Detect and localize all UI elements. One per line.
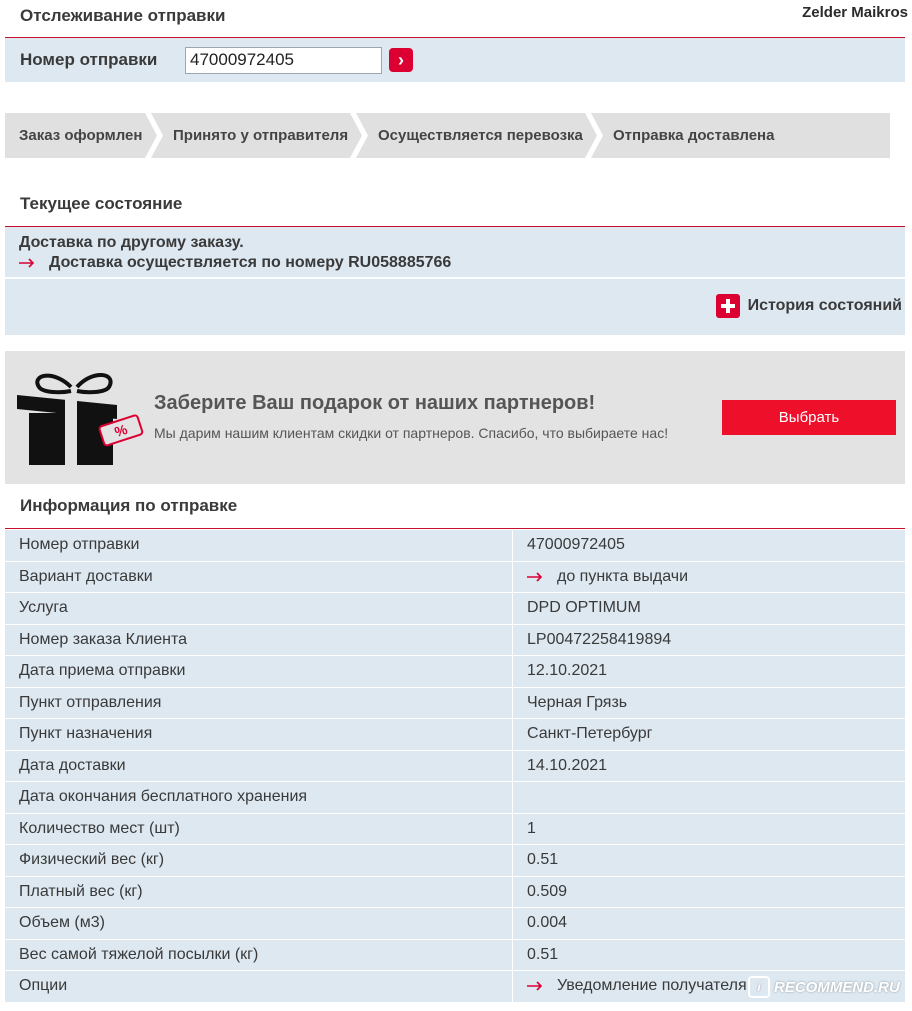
table-cell-value xyxy=(513,688,905,719)
arrow-right-icon xyxy=(527,572,543,582)
table-cell-value-text: 0.51 xyxy=(527,945,559,963)
history-label: История состояний xyxy=(747,297,902,314)
table-cell-key: Вариант доставки xyxy=(5,562,513,593)
status-line-primary: Доставка по другому заказу. xyxy=(19,234,244,251)
arrow-right-icon xyxy=(527,981,543,991)
status-line-secondary xyxy=(19,254,451,272)
table-cell-value xyxy=(513,530,905,561)
table-cell-value-text: DPD OPTIMUM xyxy=(527,599,641,617)
table-row xyxy=(5,751,905,783)
table-cell-key: Пункт назначения xyxy=(5,719,513,750)
table-cell-value xyxy=(513,625,905,656)
table-cell-value xyxy=(513,593,905,624)
table-cell-value xyxy=(513,782,905,813)
table-cell-value xyxy=(513,814,905,845)
promo-title: Заберите Ваш подарок от наших партнеров! xyxy=(154,392,596,414)
table-cell-key: Количество мест (шт) xyxy=(5,814,513,845)
table-cell-key: Номер заказа Клиента xyxy=(5,625,513,656)
table-cell-value xyxy=(513,908,905,939)
step-delivered xyxy=(593,113,890,158)
table-cell-value-text: 0.004 xyxy=(527,914,568,932)
table-cell-key: Дата приема отправки xyxy=(5,656,513,687)
table-row xyxy=(5,625,905,657)
table-cell-key: Дата окончания бесплатного хранения xyxy=(5,782,513,813)
current-status-title: Текущее состояние xyxy=(5,194,905,227)
tracking-number-input[interactable] xyxy=(185,47,382,74)
choose-gift-button[interactable]: Выбрать xyxy=(722,400,896,435)
table-cell-value xyxy=(513,751,905,782)
table-cell-value xyxy=(513,845,905,876)
table-cell-value-text: 47000972405 xyxy=(527,536,625,554)
shipment-info-title: Информация по отправке xyxy=(5,496,905,529)
table-cell-value xyxy=(513,562,905,593)
go-button[interactable] xyxy=(389,48,413,72)
table-cell-value xyxy=(513,940,905,971)
page-title: Отслеживание отправки xyxy=(5,6,905,38)
shipment-info-table xyxy=(5,530,905,1003)
table-cell-value xyxy=(513,719,905,750)
promo-banner xyxy=(5,351,905,484)
watermark-icon: i xyxy=(748,976,770,998)
table-cell-key: Вес самой тяжелой посылки (кг) xyxy=(5,940,513,971)
table-cell-key: Физический вес (кг) xyxy=(5,845,513,876)
table-cell-key: Пункт отправления xyxy=(5,688,513,719)
table-row xyxy=(5,814,905,846)
watermark xyxy=(748,976,900,998)
table-cell-key: Услуга xyxy=(5,593,513,624)
step-in-transit xyxy=(358,113,593,158)
step-label: Отправка доставлена xyxy=(613,127,775,144)
table-cell-value xyxy=(513,656,905,687)
table-cell-value-text: 12.10.2021 xyxy=(527,662,608,680)
gift-icon xyxy=(13,369,145,469)
status-divider xyxy=(5,277,905,279)
promo-subtitle: Мы дарим нашим клиентам скидки от партнеров. Спасибо, что выбираете нас! xyxy=(154,425,669,441)
step-label: Принято у отправителя xyxy=(173,127,349,144)
step-label: Осуществляется перевозка xyxy=(378,127,583,144)
table-cell-value-text: 0.51 xyxy=(527,851,559,869)
status-redirect-text: Доставка осуществляется по номеру RU058885766 xyxy=(49,254,452,271)
arrow-right-icon xyxy=(19,258,35,268)
table-cell-key: Платный вес (кг) xyxy=(5,877,513,908)
step-accepted xyxy=(153,113,358,158)
user-name[interactable]: Zelder Maikros xyxy=(802,4,908,21)
step-chevron-icon xyxy=(350,113,368,158)
table-row xyxy=(5,688,905,720)
table-cell-value-text: до пункта выдачи xyxy=(557,567,689,585)
chevron-right-icon: › xyxy=(398,50,404,70)
table-row xyxy=(5,719,905,751)
step-chevron-icon xyxy=(145,113,163,158)
table-cell-key: Дата доставки xyxy=(5,751,513,782)
step-label: Заказ оформлен xyxy=(19,127,143,144)
step-chevron-icon xyxy=(585,113,603,158)
table-row xyxy=(5,593,905,625)
watermark-text: RECOMMEND.RU xyxy=(774,978,900,996)
table-cell-value xyxy=(513,877,905,908)
table-cell-value-text: 0.509 xyxy=(527,882,568,900)
table-cell-value-text: 1 xyxy=(527,819,536,837)
table-cell-value-text: LP00472258419894 xyxy=(527,630,672,648)
table-cell-key: Номер отправки xyxy=(5,530,513,561)
table-row xyxy=(5,562,905,594)
discount-tag-text: % xyxy=(112,420,130,440)
table-row xyxy=(5,940,905,972)
table-cell-value-text: Санкт-Петербург xyxy=(527,725,653,743)
table-row xyxy=(5,656,905,688)
current-status-box xyxy=(5,227,905,335)
history-toggle[interactable] xyxy=(716,294,902,318)
plus-icon xyxy=(716,294,740,318)
table-cell-key: Опции xyxy=(5,971,513,1002)
table-cell-key: Объем (м3) xyxy=(5,908,513,939)
progress-steps xyxy=(5,113,890,158)
table-cell-value-text: 14.10.2021 xyxy=(527,756,608,774)
tracking-label: Номер отправки xyxy=(20,50,158,69)
step-order-created xyxy=(5,113,153,158)
table-row xyxy=(5,782,905,814)
table-row xyxy=(5,877,905,909)
table-cell-value-text: Уведомление получателя xyxy=(557,977,747,995)
table-row xyxy=(5,845,905,877)
tracking-bar xyxy=(5,38,905,82)
table-cell-value-text: Черная Грязь xyxy=(527,693,628,711)
table-row xyxy=(5,908,905,940)
table-row xyxy=(5,530,905,562)
